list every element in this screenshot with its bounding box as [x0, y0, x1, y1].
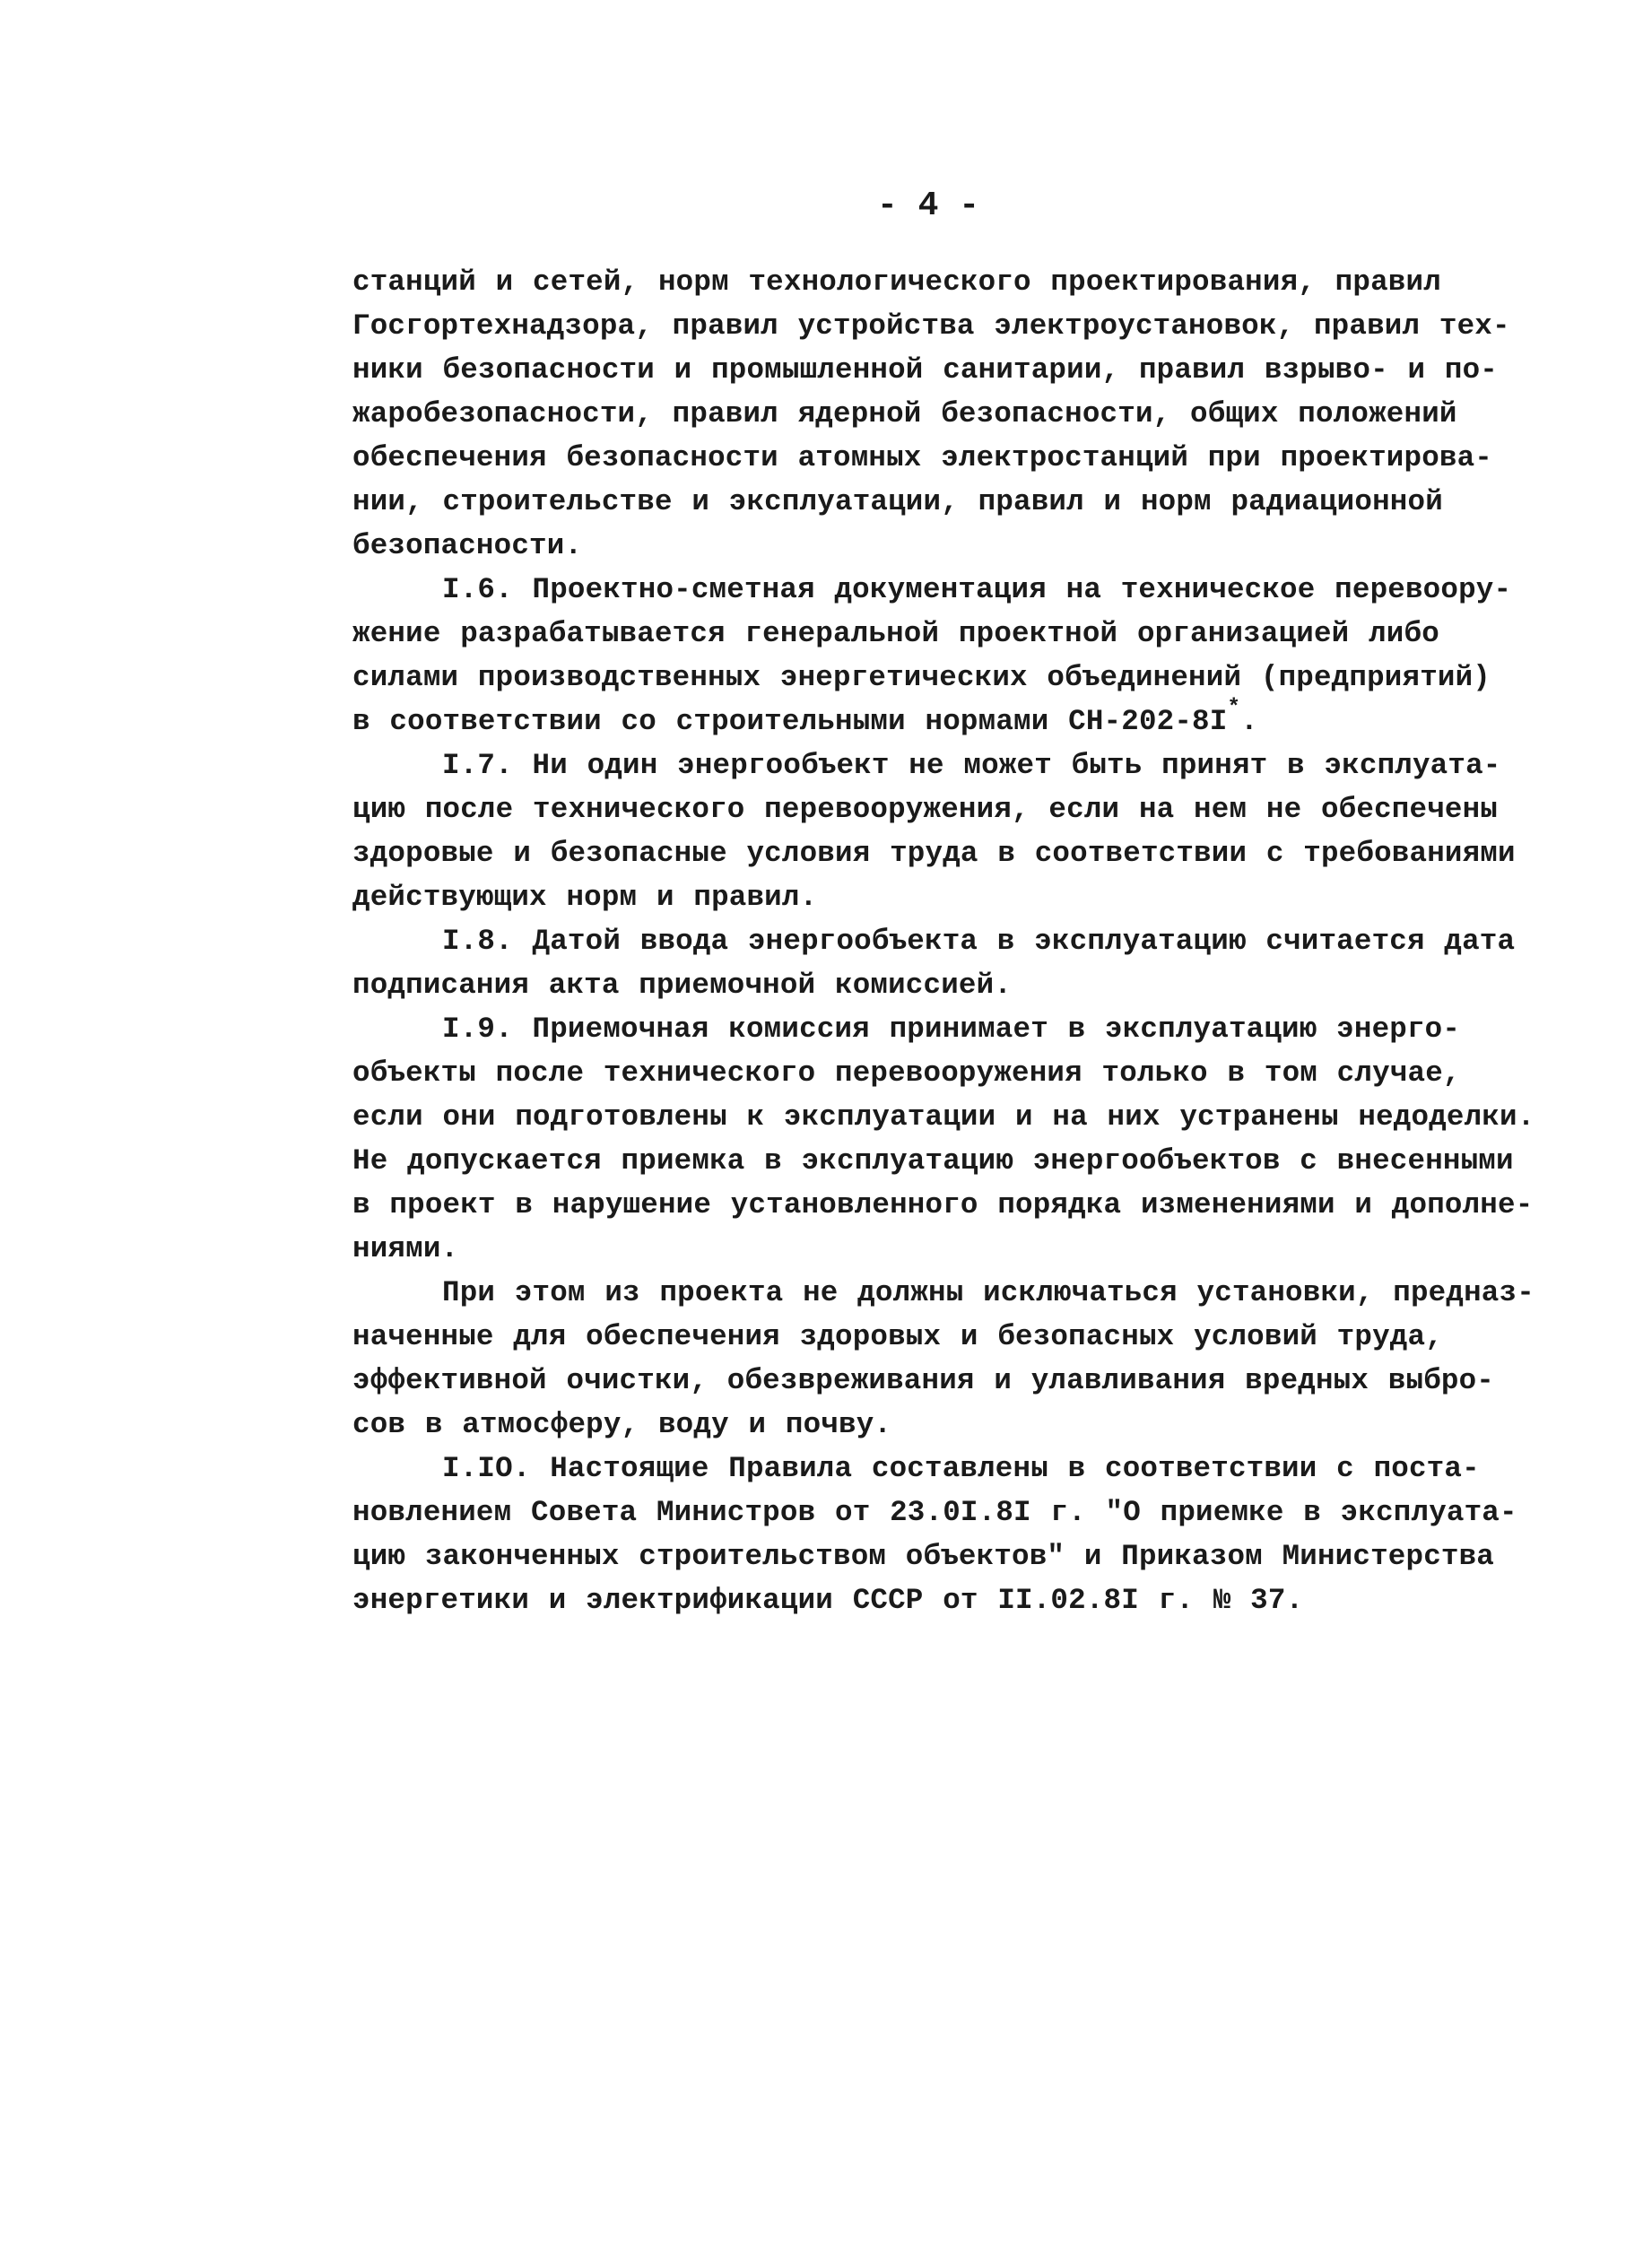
text-line: цию законченных строительством объектов" и Приказом Министерства — [352, 1540, 1495, 1573]
text-line: объекты после технического перевооружения только в том случае, — [352, 1056, 1461, 1090]
text-line: безопасности. — [352, 529, 583, 562]
text-line: ники безопасности и промышленной санитарии, правил взрыво- и по- — [352, 353, 1499, 387]
text-line: новлением Совета Министров от 23.0I.8I г. "О приемке в эксплуата- — [352, 1496, 1517, 1529]
text-line: наченные для обеспечения здоровых и безопасных условий труда, — [352, 1320, 1443, 1353]
document-body — [352, 260, 1545, 1622]
text-line: жение разрабатывается генеральной проектной организацией либо — [352, 617, 1439, 650]
text-line: подписания акта приемочной комиссией. — [352, 969, 1013, 1002]
text-line: если они подготовлены к эксплуатации и на них устранены недоделки. — [352, 1100, 1535, 1134]
text-line: сов в атмосферу, воду и почву. — [352, 1408, 892, 1441]
text-line: жаробезопасности, правил ядерной безопасности, общих положений — [352, 397, 1457, 430]
footnote-marker: * — [1227, 696, 1241, 720]
text-line-with-footnote — [352, 696, 1545, 743]
text-line: силами производственных энергетических объединений (предприятий) — [352, 661, 1491, 694]
text-line: станций и сетей, норм технологического проектирования, правил — [352, 265, 1441, 299]
text-line: Не допускается приемка в эксплуатацию энергообъектов с внесенными — [352, 1144, 1514, 1178]
text-line: обеспечения безопасности атомных электростанций при проектирова- — [352, 441, 1493, 474]
paragraph-1-10-first-line: I.IO. Настоящие Правила составлены в соответствии с поста- — [442, 1452, 1480, 1485]
paragraph-1-8-first-line: I.8. Датой ввода энергообъекта в эксплуатацию считается дата — [442, 925, 1516, 958]
text-line: действующих норм и правил. — [352, 881, 818, 914]
text-line: цию после технического перевооружения, если на нем не обеспечены — [352, 793, 1499, 826]
text-fragment: . — [1240, 705, 1258, 738]
paragraph-first-line: При этом из проекта не должны исключаться установки, предназ- — [442, 1276, 1535, 1309]
text-line: в проект в нарушение установленного порядка изменениями и дополне- — [352, 1188, 1534, 1221]
paragraph-1-9-first-line: I.9. Приемочная комиссия принимает в эксплуатацию энерго- — [442, 1013, 1461, 1046]
paragraph-1-6-first-line: I.6. Проектно-сметная документация на техническое перевоору- — [442, 573, 1512, 606]
text-line: здоровые и безопасные условия труда в соответствии с требованиями — [352, 837, 1516, 870]
text-line: эффективной очистки, обезвреживания и улавливания вредных выбро- — [352, 1364, 1495, 1397]
page-number: - 4 - — [876, 187, 980, 225]
text-line: энергетики и электрификации СССР от II.02.8I г. № 37. — [352, 1584, 1304, 1617]
text-line: нии, строительстве и эксплуатации, правил и норм радиационной — [352, 485, 1443, 518]
text-fragment: в соответствии со строительными нормами СН-202-8I — [352, 705, 1228, 738]
text-line: Госгортехнадзора, правил устройства электроустановок, правил тех- — [352, 309, 1510, 343]
paragraph-1-7-first-line: I.7. Ни один энергообъект не может быть принят в эксплуата- — [442, 749, 1501, 782]
text-line: ниями. — [352, 1232, 459, 1265]
